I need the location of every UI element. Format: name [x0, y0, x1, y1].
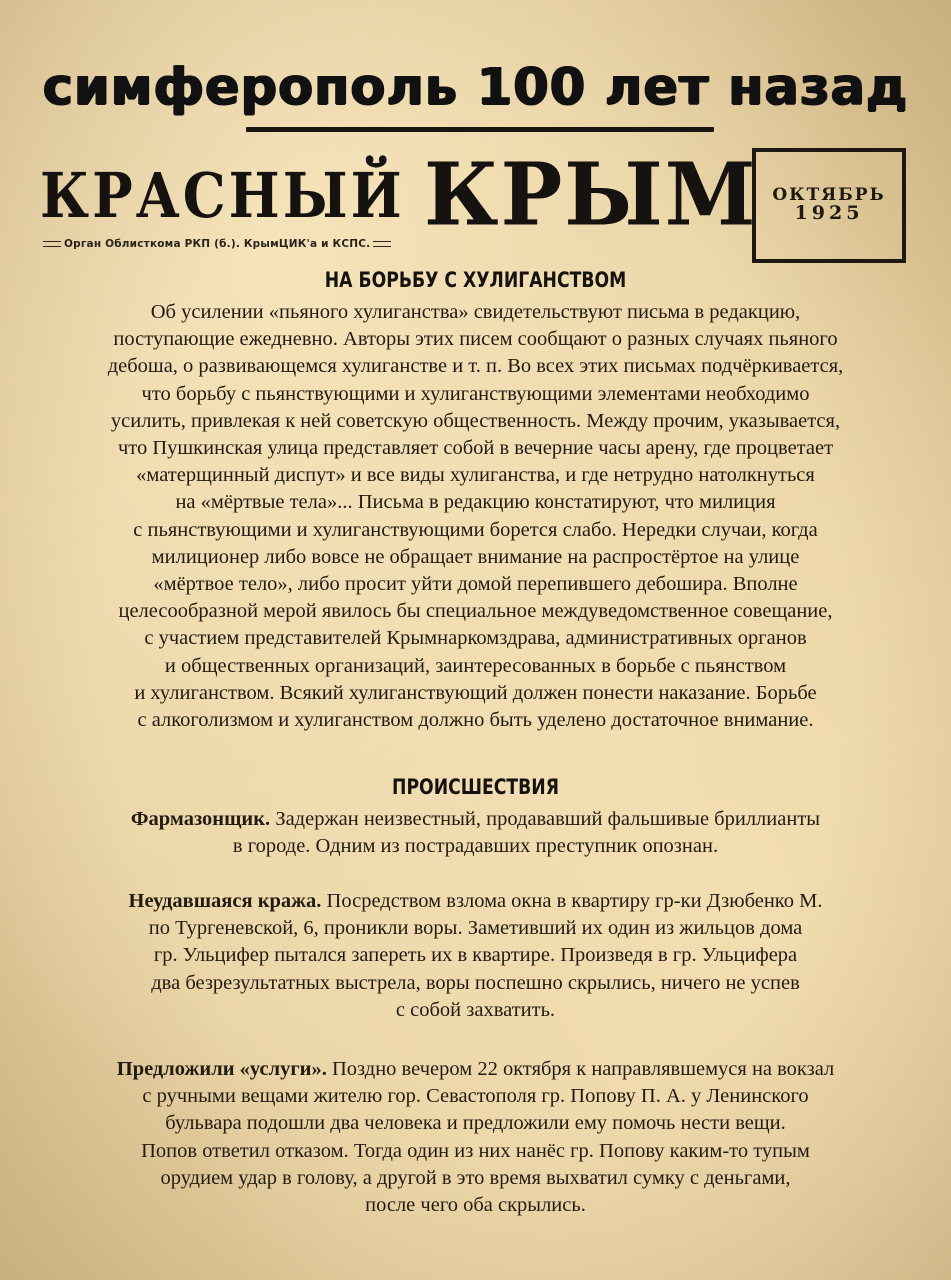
masthead-word-1: КРАСНЫЙ: [40, 158, 405, 232]
article-line: поступающие ежедневно. Авторы этих писем сообщают о разных случаях пьяного: [113, 328, 838, 351]
incident-line: в городе. Одним из пострадавших преступник опознан.: [232, 835, 719, 858]
article-body: [10, 299, 941, 734]
incident-item: [10, 1056, 941, 1219]
incident-text: Поздно вечером 22 октября к направлявшемуся на вокзал: [332, 1058, 835, 1080]
article-line: «мёртвое тело», либо просит уйти домой перепившего дебошира. Вполне: [153, 573, 798, 596]
article-line: что борьбу с пьянствующими и хулиганствующими элементами необходимо: [141, 382, 810, 405]
masthead-word-2: КРЫМ: [424, 144, 758, 246]
article-line: «матерщинный диспут» и все виды хулиганства, и где нетрудно натолкнуться: [136, 464, 815, 487]
article-line: с пьянствующими и хулиганствующими борется слабо. Нередки случаи, когда: [133, 518, 818, 541]
incident-text: Задержан неизвестный, продававший фальшивые бриллианты: [275, 808, 821, 830]
article-headline-block: [10, 270, 941, 291]
article-line: на «мёртвые тела»... Письма в редакцию констатируют, что милиция: [175, 491, 776, 514]
incident-title: Неудавшаяся кража.: [128, 890, 322, 912]
incident-item: [10, 806, 941, 860]
incident-item: [10, 888, 941, 1024]
subline-dash-right: [373, 241, 391, 247]
date-month: ОКТЯБРЬ: [772, 184, 886, 205]
date-year: 1925: [794, 202, 864, 225]
incidents-headline: ПРОИСШЕСТВИЯ: [392, 775, 559, 799]
article-line: Об усилении «пьяного хулиганства» свидетельствуют письма в редакцию,: [150, 301, 801, 323]
incident-line: с ручными вещами жителю гор. Севастополя гр. Попову П. А. у Ленинского: [142, 1085, 809, 1108]
incident-line: два безрезультатных выстрела, воры поспешно скрылись, ничего не успев: [151, 971, 800, 994]
article-line: что Пушкинская улица представляет собой в вечерние часы арену, где процветает: [117, 437, 834, 460]
incidents-headline-block: [10, 777, 941, 798]
title-underline: [246, 127, 714, 132]
incident-line: [10, 888, 941, 915]
article-line: милиционер либо вовсе не обращает внимание на распростёртое на улице: [151, 545, 800, 568]
incident-line: орудием удар в голову, а другой в это время выхватил сумку с деньгами,: [160, 1166, 791, 1189]
article-headline: НА БОРЬБУ С ХУЛИГАНСТВОМ: [324, 268, 627, 292]
article-line: с алкоголизмом и хулиганством должно быть уделено достаточное внимание.: [137, 709, 814, 732]
masthead-subline: [40, 238, 420, 250]
incident-text: Посредством взлома окна в квартиру гр-ки Дзюбенко М.: [326, 890, 823, 912]
article-line: и общественных организаций, заинтересованных в борьбе с пьянством: [164, 654, 787, 677]
incident-line: Попов ответил отказом. Тогда один из них нанёс гр. Попову каким-то тупым: [141, 1139, 810, 1162]
incident-line: по Тургеневской, 6, проникли воры. Заметивший их один из жильцов дома: [148, 917, 803, 940]
incident-line: гр. Ульцифер пытался запереть их в квартире. Произведя в гр. Ульцифера: [153, 944, 798, 967]
article-line: целесообразной мерой явилось бы специальное междуведомственное совещание,: [118, 600, 833, 623]
date-box: [752, 148, 906, 263]
article-line: с участием представителей Крымнаркомздрава, административных органов: [144, 627, 807, 650]
incident-line: с собой захватить.: [395, 998, 556, 1021]
incident-line: после чего оба скрылись.: [365, 1194, 586, 1217]
subline-dash-left: [43, 241, 61, 247]
incident-line: [10, 806, 941, 833]
masthead: [40, 144, 758, 260]
article-line: усилить, привлекая к ней советскую общественность. Между прочим, указывается,: [110, 409, 841, 432]
incident-title: Фармазонщик.: [130, 808, 271, 830]
masthead-subline-text: Орган Облисткома РКП (б.). КрымЦИК'а и КСПС.: [64, 238, 371, 250]
incident-line: [10, 1056, 941, 1083]
article-line: и хулиганством. Всякий хулиганствующий должен понести наказание. Борьбе: [134, 681, 817, 704]
incident-title: Предложили «услуги».: [116, 1058, 327, 1080]
article-line: дебоша, о развивающемся хулиганстве и т. п. Во всех этих письмах подчёркивается,: [107, 355, 844, 378]
incident-line: бульвара подошли два человека и предложили ему помочь нести вещи.: [165, 1112, 786, 1135]
page-title: симферополь 100 лет назад: [42, 58, 909, 117]
